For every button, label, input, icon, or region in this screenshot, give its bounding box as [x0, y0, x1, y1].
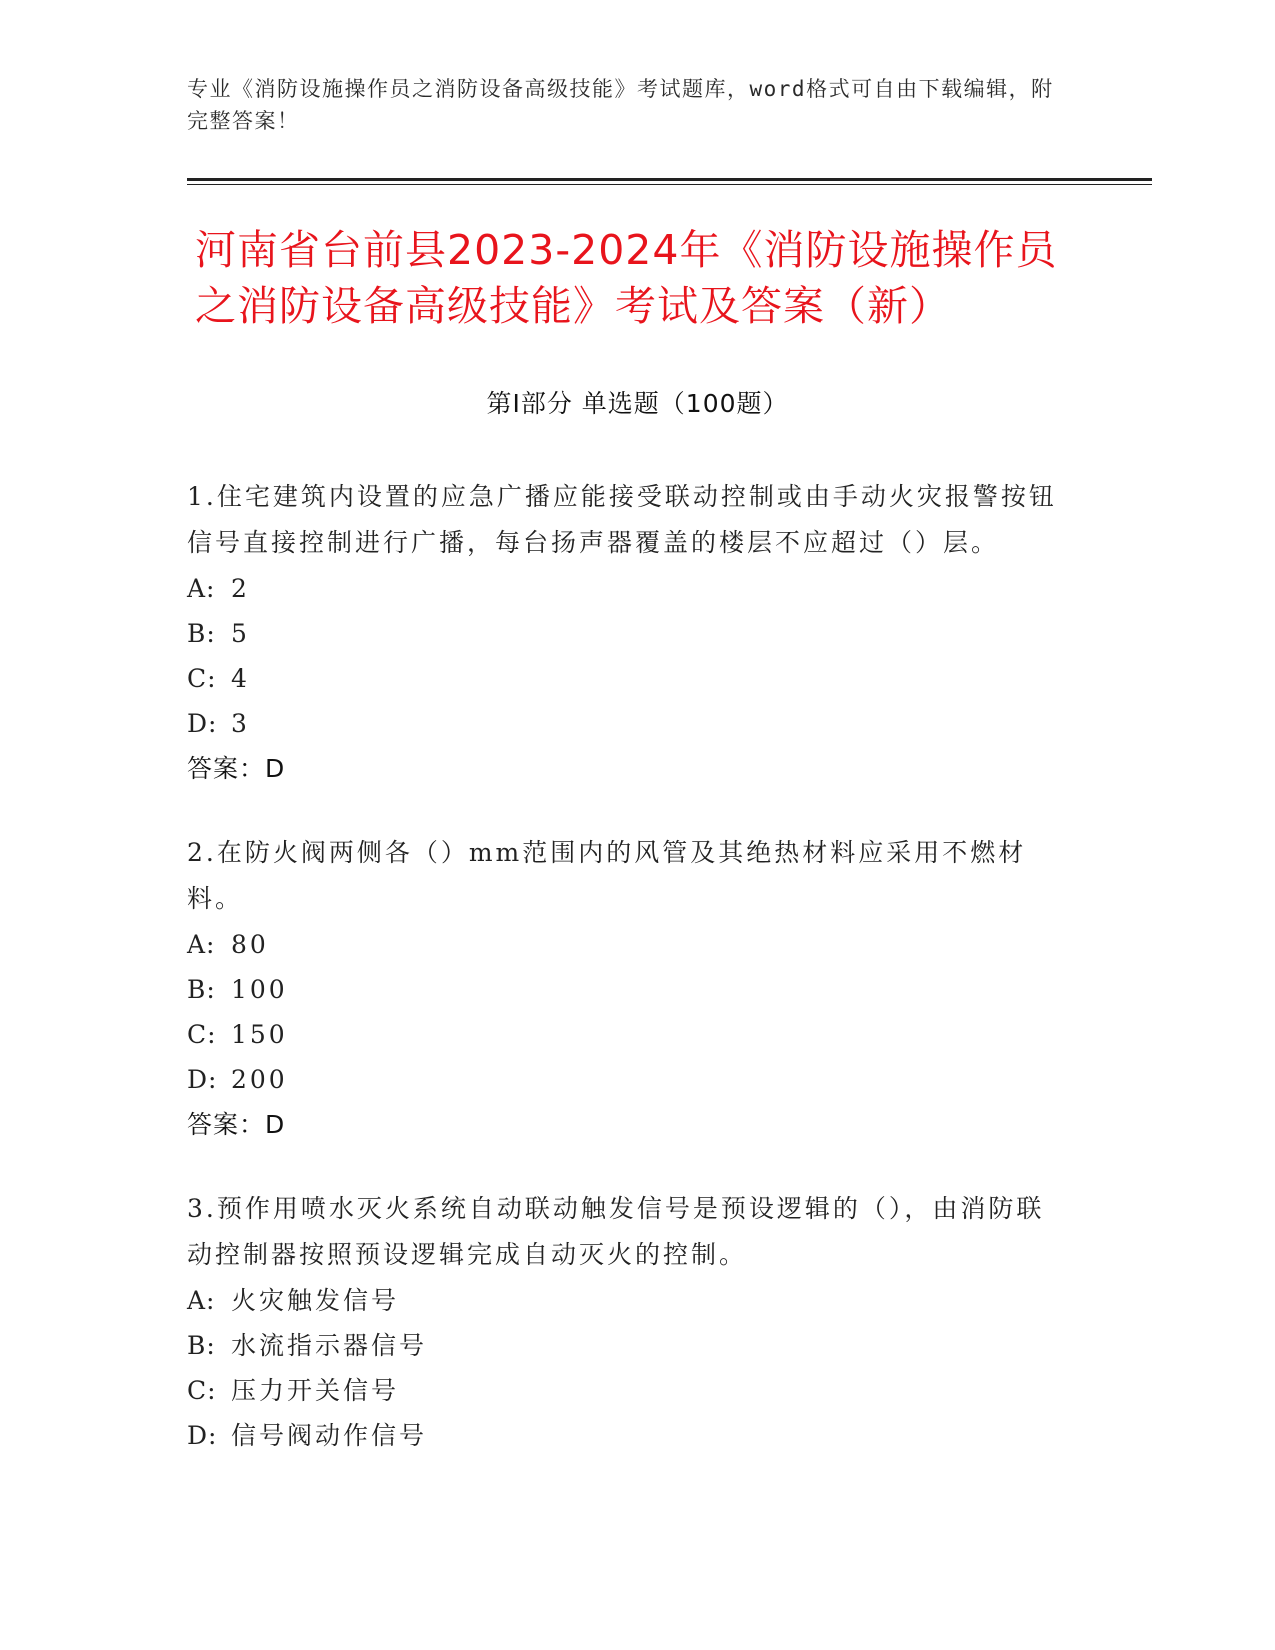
option-text: 200	[231, 1065, 288, 1094]
option-key: A:	[187, 1286, 216, 1315]
option-a	[187, 566, 1067, 611]
option-text: 5	[231, 619, 250, 648]
option-d	[187, 1413, 1067, 1458]
option-key: D:	[187, 1065, 218, 1094]
option-b	[187, 611, 1067, 656]
header-rule-thick	[187, 178, 1152, 181]
answer-line: 答案：D	[187, 754, 286, 783]
option-text: 水流指示器信号	[231, 1331, 428, 1360]
document-title: 河南省台前县2023-2024年《消防设施操作员之消防设备高级技能》考试及答案（新）	[195, 226, 1058, 330]
option-b	[187, 967, 1067, 1012]
option-c	[187, 656, 1067, 701]
question-2	[187, 830, 1067, 1148]
option-key: C:	[187, 664, 217, 693]
option-text: 信号阀动作信号	[231, 1421, 428, 1450]
option-b	[187, 1323, 1067, 1368]
question-stem: 3.预作用喷水灭火系统自动联动触发信号是预设逻辑的（），由消防联动控制器按照预设逻辑完成自动灭火的控制。	[187, 1194, 1045, 1269]
question-3	[187, 1186, 1067, 1458]
answer-line: 答案：D	[187, 1110, 286, 1139]
option-key: B:	[187, 975, 216, 1004]
header-note: 专业《消防设施操作员之消防设备高级技能》考试题库，word格式可自由下载编辑，附完整答案！	[187, 77, 1054, 133]
option-key: B:	[187, 619, 216, 648]
option-a	[187, 922, 1067, 967]
section-title: 第Ⅰ部分 单选题（100题）	[486, 389, 789, 418]
option-text: 3	[231, 709, 250, 738]
question-1	[187, 474, 1067, 792]
option-key: B:	[187, 1331, 216, 1360]
option-text: 4	[231, 664, 250, 693]
option-key: D:	[187, 709, 218, 738]
option-key: C:	[187, 1376, 217, 1405]
option-text: 火灾触发信号	[231, 1286, 400, 1315]
option-d	[187, 701, 1067, 746]
option-c	[187, 1368, 1067, 1413]
option-d	[187, 1057, 1067, 1102]
option-key: A:	[187, 930, 216, 959]
option-text: 80	[231, 930, 269, 959]
question-stem: 2.在防火阀两侧各（）mm范围内的风管及其绝热材料应采用不燃材料。	[187, 838, 1027, 913]
option-a	[187, 1278, 1067, 1323]
question-list	[187, 474, 1067, 1496]
option-text: 2	[231, 574, 250, 603]
option-key: D:	[187, 1421, 218, 1450]
question-stem: 1.住宅建筑内设置的应急广播应能接受联动控制或由手动火灾报警按钮信号直接控制进行广播，每台扬声器覆盖的楼层不应超过（）层。	[187, 482, 1057, 557]
option-text: 150	[231, 1020, 288, 1049]
option-c	[187, 1012, 1067, 1057]
option-text: 100	[231, 975, 288, 1004]
option-text: 压力开关信号	[231, 1376, 400, 1405]
header-rule-thin	[187, 184, 1152, 185]
option-key: A:	[187, 574, 216, 603]
option-key: C:	[187, 1020, 217, 1049]
